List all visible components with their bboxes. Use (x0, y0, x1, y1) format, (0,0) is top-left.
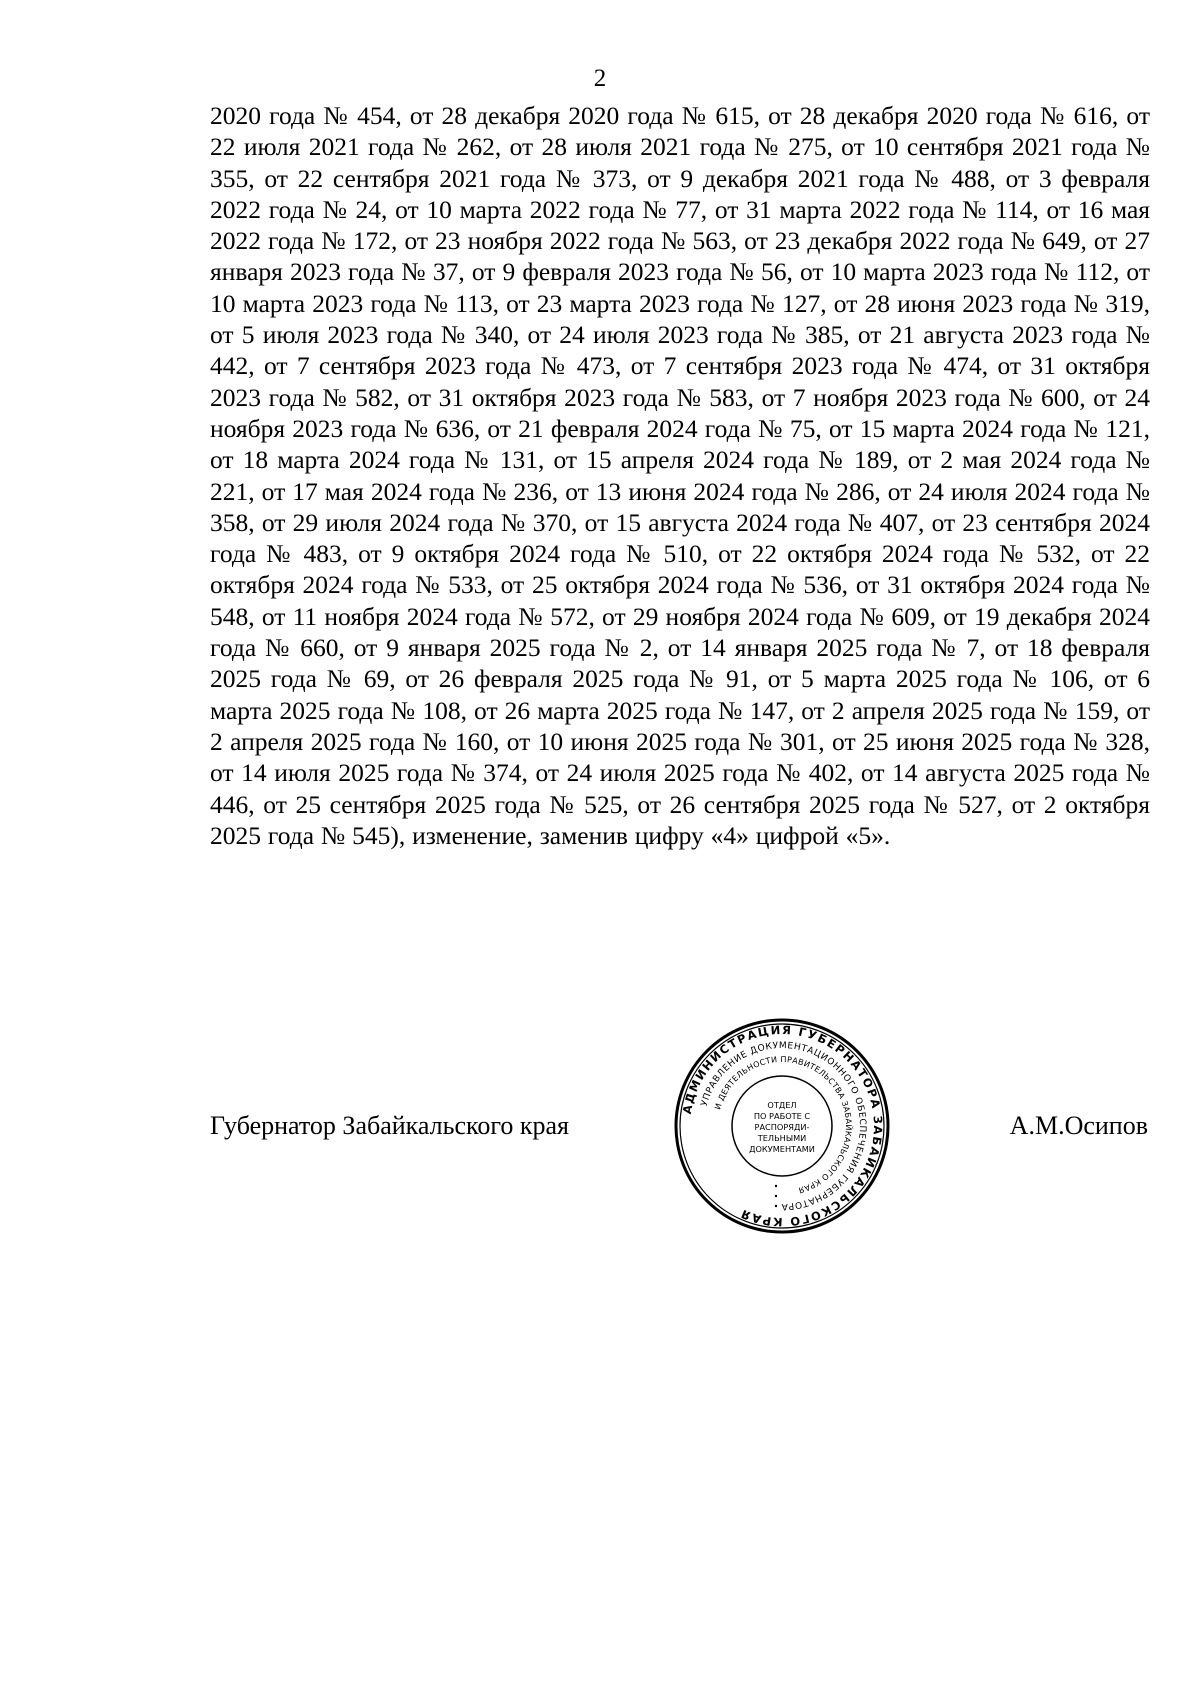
page-number: 2 (593, 65, 607, 92)
body-paragraph: 2020 года № 454, от 28 декабря 2020 года № 615, от 28 декабря 2020 года № 616, от 22 июля 2021 года № 262, от 28 июля 2021 года № 275, от 10 сентября 2021 года № 355, от 22 сентября 2021 года № 373, от 9 декабря 2021 года № 488, от 3 февраля 2022 года № 24, от 10 марта 2022 года № 77, от 31 марта 2022 года № 114, от 16 мая 2022 года № 172, от 23 ноября 2022 года № 563, от 23 декабря 2022 года № 649, от 27 января 2023 года № 37, от 9 февраля 2023 года № 56, от 10 марта 2023 года № 112, от 10 марта 2023 года № 113, от 23 марта 2023 года № 127, от 28 июня 2023 года № 319, от 5 июля 2023 года № 340, от 24 июля 2023 года № 385, от 21 августа 2023 года № 442, от 7 сентября 2023 года № 473, от 7 сентября 2023 года № 474, от 31 октября 2023 года № 582, от 31 октября 2023 года № 583, от 7 ноября 2023 года № 600, от 24 ноября 2023 года № 636, от 21 февраля 2024 года № 75, от 15 марта 2024 года № 121, от 18 марта 2024 года № 131, от 15 апреля 2024 года № 189, от 2 мая 2024 года № 221, от 17 мая 2024 года № 236, от 13 июня 2024 года № 286, от 24 июля 2024 года № 358, от 29 июля 2024 года № 370, от 15 августа 2024 года № 407, от 23 сентября 2024 года № 483, от 9 октября 2024 года № 510, от 22 октября 2024 года № 532, от 22 октября 2024 года № 533, от 25 октября 2024 года № 536, от 31 октября 2024 года № 548, от 11 ноября 2024 года № 572, от 29 ноября 2024 года № 609, от 19 декабря 2024 года № 660, от 9 января 2025 года № 2, от 14 января 2025 года № 7, от 18 февраля 2025 года № 69, от 26 февраля 2025 года № 91, от 5 марта 2025 года № 106, от 6 марта 2025 года № 108, от 26 марта 2025 года № 147, от 2 апреля 2025 года № 159, от 2 апреля 2025 года № 160, от 10 июня 2025 года № 301, от 25 июня 2025 года № 328, от 14 июля 2025 года № 374, от 24 июля 2025 года № 402, от 14 августа 2025 года № 446, от 25 сентября 2025 года № 525, от 26 сентября 2025 года № 527, от 2 октября 2025 года № 545), изменение, заменив цифру «4» цифрой «5». (210, 101, 1150, 850)
stamp-center-line-2: ПО РАБОТЕ С (753, 1111, 811, 1121)
stamp-middle-ring-text: УПРАВЛЕНИЕ ДОКУМЕНТАЦИОННОГО ОБЕСПЕЧЕНИЯ ГУБЕРНАТОРА (699, 1040, 868, 1212)
official-stamp (672, 1016, 892, 1236)
stamp-center-line-5: ДОКУМЕНТАМИ (749, 1144, 815, 1154)
stamp-outer-ring-text: АДМИНИСТРАЦИЯ ГУБЕРНАТОРА ЗАБАЙКАЛЬСКОГО КРАЯ (679, 1022, 886, 1230)
stamp-center-line-4: ТЕЛЬНЫМИ (757, 1133, 807, 1143)
signatory-name: А.М.Осипов (1009, 1111, 1148, 1140)
stamp-inner-ring-text: И ДЕЯТЕЛЬНОСТИ ПРАВИТЕЛЬСТВА ЗАБАЙКАЛЬСКОГО КРАЯ (713, 1054, 854, 1195)
stamp-center-line-1: ОТДЕЛ (767, 1100, 797, 1110)
signatory-position: Губернатор Забайкальского края (210, 1111, 570, 1140)
stamp-seal-icon (672, 1016, 892, 1236)
stamp-center-line-3: РАСПОРЯДИ- (754, 1122, 810, 1132)
